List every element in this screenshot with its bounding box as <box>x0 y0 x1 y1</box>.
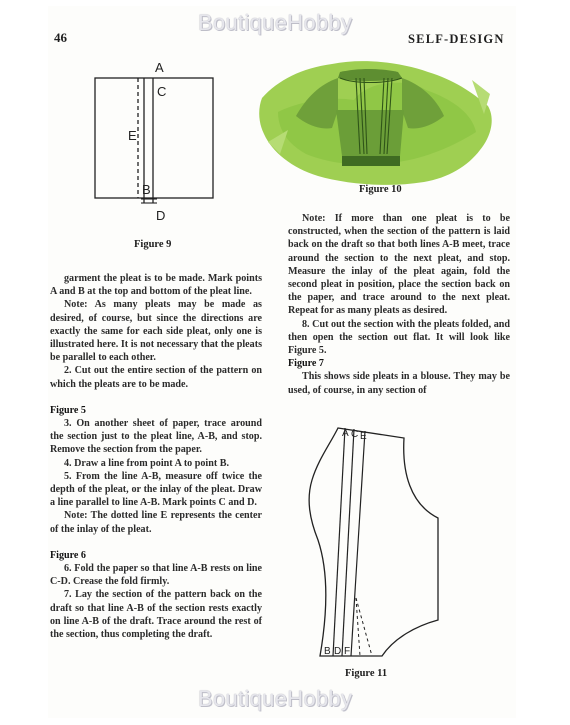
paragraph: garment the pleat is to be made. Mark points A and B at the top and bottom of the pleat line. <box>50 273 262 298</box>
paragraph: This shows side pleats in a blouse. They may be used, of course, in any section of <box>288 371 510 396</box>
paragraph: 7. Lay the section of the pattern back on the draft so that line A-B of the section rests exactly on line A-B of the draft. Trace around the rest of the section, thus completing the draft. <box>50 589 262 641</box>
fig11-label-e: E <box>360 431 367 442</box>
paragraph: 4. Draw a line from point A to point B. <box>64 457 229 469</box>
fig11-label-a: A <box>342 428 349 439</box>
watermark-bottom: BoutiqueHobby <box>198 686 353 711</box>
figure-9-caption: Figure 9 <box>134 239 172 250</box>
paragraph: 6. Fold the paper so that line A-B rests on line C-D. Crease the fold firmly. <box>50 563 262 588</box>
section-heading: Figure 5 <box>50 404 86 416</box>
paragraph: Note: As many pleats may be made as desired, of course, but since the directions are exactly the same for each side pleat, only one is illustrated here. It is not necessary that the pleats be parallel to each other. <box>50 299 262 364</box>
fig11-label-f: F <box>344 646 351 657</box>
paragraph: Note: If more than one pleat is to be constructed, when the section of the pattern is laid back on the draft so that both lines A-B meet, trace around the section to the next pleat, and stop. Measure the inlay of the pleat again, fold the second pleat in position, place the section back on the paper, and trace around to the next pleat. Repeat for as many pleats as desired. <box>288 213 510 317</box>
fig9-label-a: A <box>155 60 164 75</box>
fig11-label-b: B <box>324 646 331 657</box>
paragraph: 8. Cut out the section with the pleats folded, and then open the section out flat. It will look like Figure 5. <box>288 318 510 357</box>
paragraph: Note: The dotted line E represents the center of the inlay of the pleat. <box>50 510 262 535</box>
right-column <box>288 212 510 397</box>
fig9-label-c: C <box>157 84 167 99</box>
watermark-top: BoutiqueHobby <box>198 10 353 35</box>
figure-10-caption: Figure 10 <box>359 184 402 195</box>
paragraph: 5. From the line A-B, measure off twice the depth of the pleat, or the inlay of the pleat. Draw a line parallel to line A-B. Mark points C and D. <box>50 470 262 509</box>
paragraph: 3. On another sheet of paper, trace around the section just to the pleat line, A-B, and stop. Remove the section from the paper. <box>50 418 262 456</box>
section-heading: Figure 6 <box>50 549 86 561</box>
figure-10-illustration <box>258 50 498 190</box>
page-number: 46 <box>54 30 67 45</box>
left-column <box>50 272 262 641</box>
fig9-label-e: E <box>128 128 137 143</box>
running-header: SELF-DESIGN <box>408 32 505 46</box>
figure-11-caption: Figure 11 <box>345 668 388 679</box>
fig9-label-d: D <box>156 208 166 223</box>
fig11-label-c: C <box>351 429 359 440</box>
book-page <box>48 6 516 718</box>
figure-9-diagram <box>83 60 243 230</box>
figure-11-diagram <box>298 420 458 664</box>
section-heading: Figure 7 <box>288 358 324 370</box>
paragraph: 2. Cut out the entire section of the pattern on which the pleats are to be made. <box>50 365 262 390</box>
fig11-label-d: D <box>334 646 342 657</box>
fig9-label-b: B <box>142 182 151 197</box>
